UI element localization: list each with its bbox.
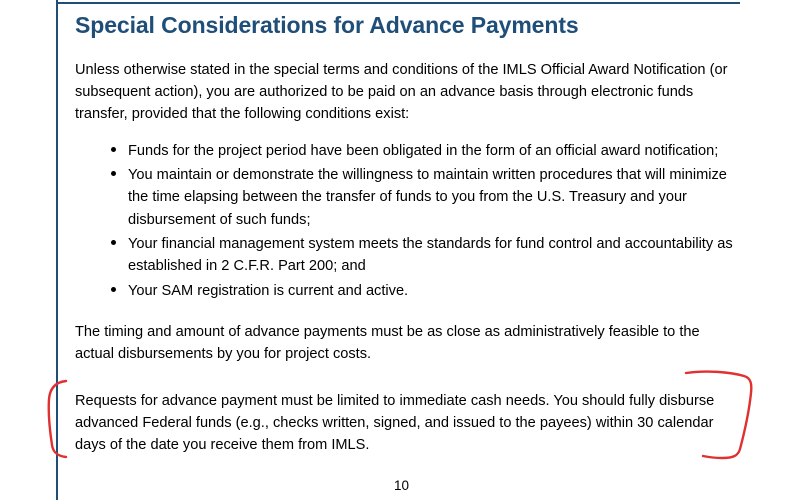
document-content [75, 0, 735, 457]
list-item-text: Funds for the project period have been obligated in the form of an official award notification; [128, 142, 719, 159]
bullet-dot-icon [111, 240, 116, 245]
timing-paragraph: The timing and amount of advance payments must be as close as administratively feasible to the actual disbursements by you for project costs. [75, 323, 700, 363]
page-left-rule [56, 0, 58, 500]
bullet-dot-icon [111, 287, 116, 292]
list-item [75, 140, 735, 162]
bullet-dot-icon [111, 171, 116, 176]
list-item-text: Your financial management system meets the standards for fund control and accountability as established in 2 C.F.R. Part 200; and [128, 235, 733, 275]
page-number: 10 [393, 478, 410, 493]
list-item [75, 164, 735, 231]
page-title: Special Considerations for Advance Payments [75, 12, 579, 38]
bullet-dot-icon [111, 147, 116, 152]
intro-paragraph: Unless otherwise stated in the special terms and conditions of the IMLS Official Award Notification (or subsequent action), you are authorized to be paid on an advance basis through electronic funds transfer, provided that the following conditions exist: [75, 61, 728, 123]
highlighted-paragraph: Requests for advance payment must be limited to immediate cash needs. You should fully disburse advanced Federal funds (e.g., checks written, signed, and issued to the payees) within 30 calendar days of the date you receive them from IMLS. [75, 392, 715, 454]
list-item-text: You maintain or demonstrate the willingness to maintain written procedures that will minimize the time elapsing between the transfer of funds to you from the U.S. Treasury and your disbursement of such funds; [128, 166, 727, 228]
conditions-list [75, 140, 735, 302]
list-item [75, 280, 735, 302]
list-item-text: Your SAM registration is current and active. [128, 282, 409, 299]
list-item [75, 233, 735, 278]
